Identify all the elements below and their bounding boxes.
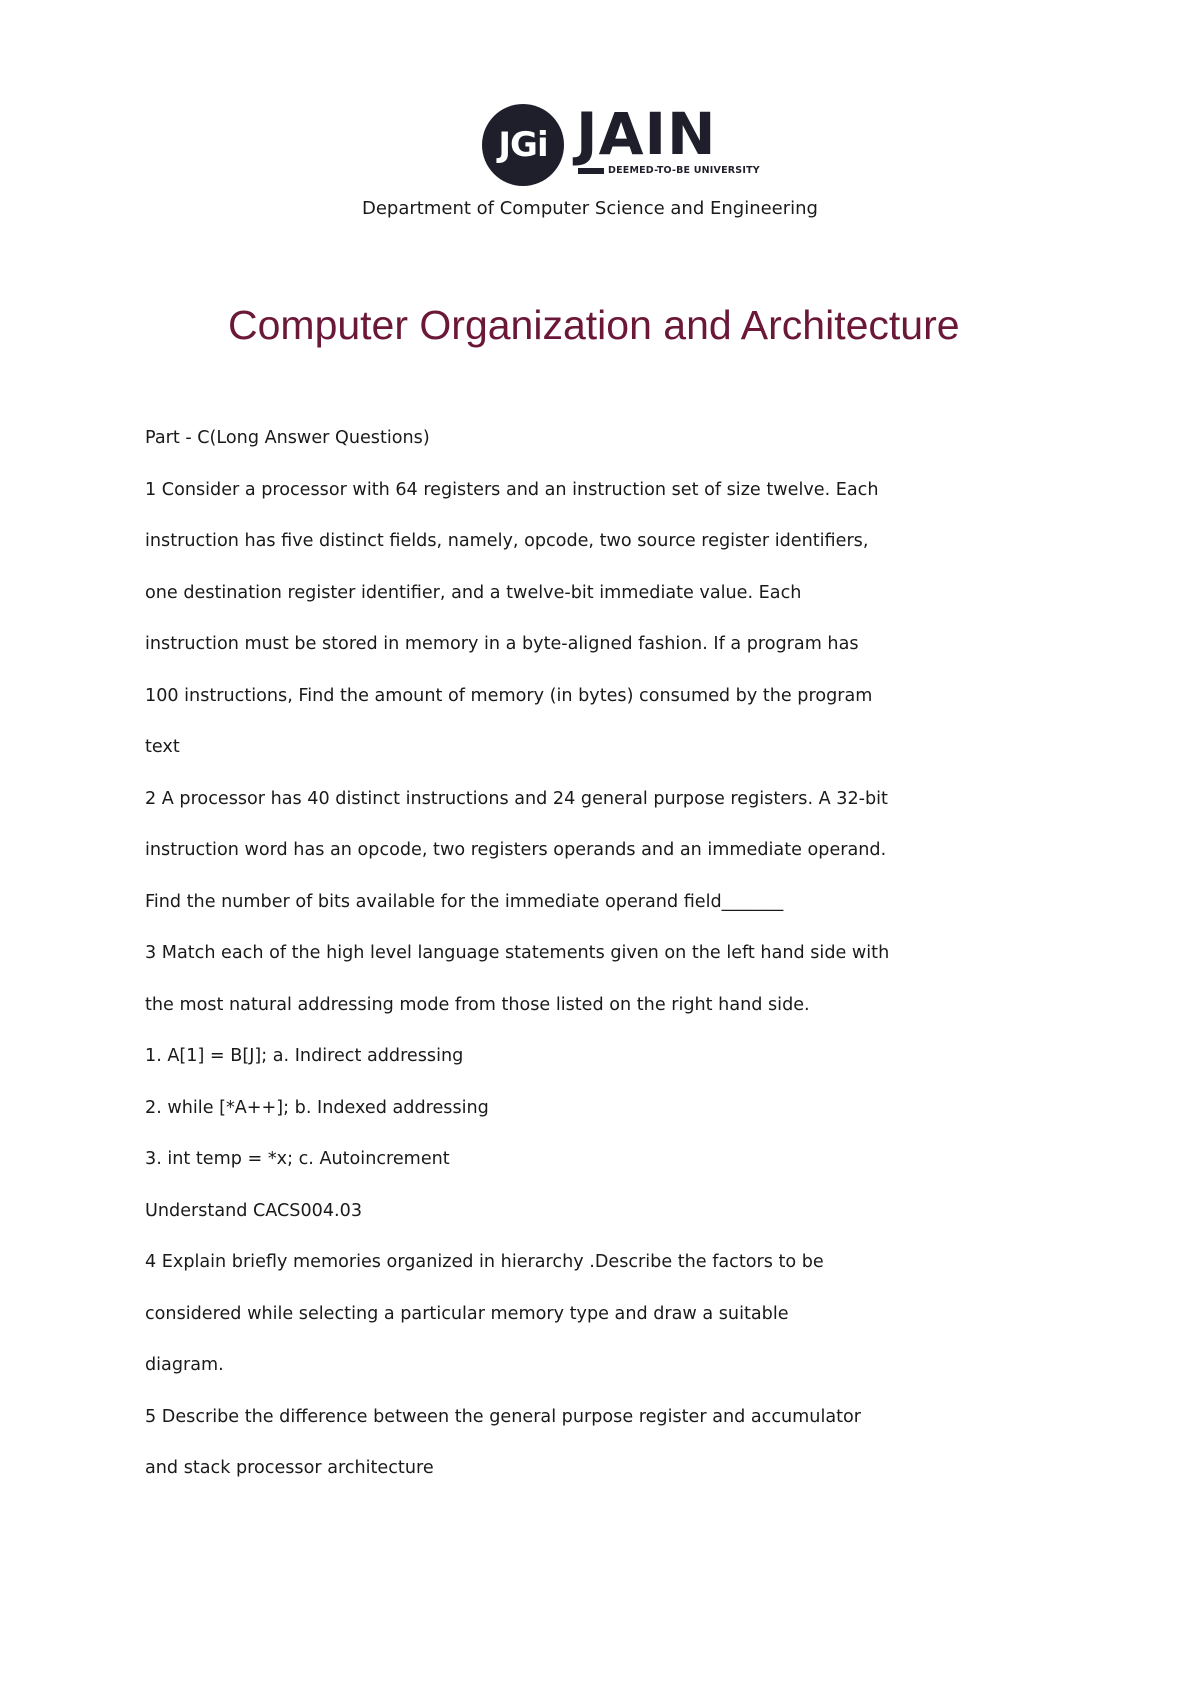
text-line: 3 Match each of the high level language statements given on the left hand side with bbox=[145, 943, 890, 963]
text-line: considered while selecting a particular memory type and draw a suitable bbox=[145, 1303, 789, 1324]
text-line: Understand CACS004.03 bbox=[145, 1200, 363, 1221]
logo-subtitle: DEEMED-TO-BE UNIVERSITY bbox=[608, 165, 760, 176]
text-line: instruction word has an opcode, two registers operands and an immediate operand. bbox=[145, 840, 887, 860]
question-list bbox=[145, 424, 1105, 1506]
text-line: 4 Explain briefly memories organized in hierarchy .Describe the factors to be bbox=[145, 1252, 824, 1272]
text-line: and stack processor architecture bbox=[145, 1458, 434, 1478]
jgi-logo-mark: JGi bbox=[482, 104, 564, 186]
text-line: instruction has five distinct fields, namely, opcode, two source register identifiers, bbox=[145, 531, 869, 551]
text-line: 1. A[1] = B[J]; a. Indirect addressing bbox=[145, 1046, 464, 1066]
department-name: Department of Computer Science and Engineering bbox=[361, 198, 818, 219]
university-logo bbox=[482, 100, 760, 188]
text-line: the most natural addressing mode from those listed on the right hand side. bbox=[145, 994, 810, 1015]
text-line: 1 Consider a processor with 64 registers and an instruction set of size twelve. Each bbox=[145, 479, 879, 500]
text-line: 5 Describe the difference between the general purpose register and accumulator bbox=[145, 1406, 862, 1427]
text-line: Find the number of bits available for the immediate operand field_______ bbox=[145, 891, 784, 912]
text-line: Part - C(Long Answer Questions) bbox=[145, 428, 430, 448]
logo-bar bbox=[578, 168, 604, 174]
text-line: one destination register identifier, and a twelve-bit immediate value. Each bbox=[145, 582, 802, 603]
text-line: text bbox=[145, 737, 180, 757]
jain-logo-word: JAIN bbox=[576, 100, 717, 168]
text-line: 3. int temp = *x; c. Autoincrement bbox=[145, 1149, 450, 1169]
text-line: 2 A processor has 40 distinct instructions and 24 general purpose registers. A 32-bit bbox=[145, 788, 888, 809]
text-line: 100 instructions, Find the amount of memory (in bytes) consumed by the program bbox=[145, 685, 873, 706]
document-title: Computer Organization and Architecture bbox=[228, 302, 960, 348]
text-line: instruction must be stored in memory in a byte-aligned fashion. If a program has bbox=[145, 634, 859, 654]
text-line: diagram. bbox=[145, 1355, 224, 1375]
text-line: 2. while [*A++]; b. Indexed addressing bbox=[145, 1097, 489, 1118]
